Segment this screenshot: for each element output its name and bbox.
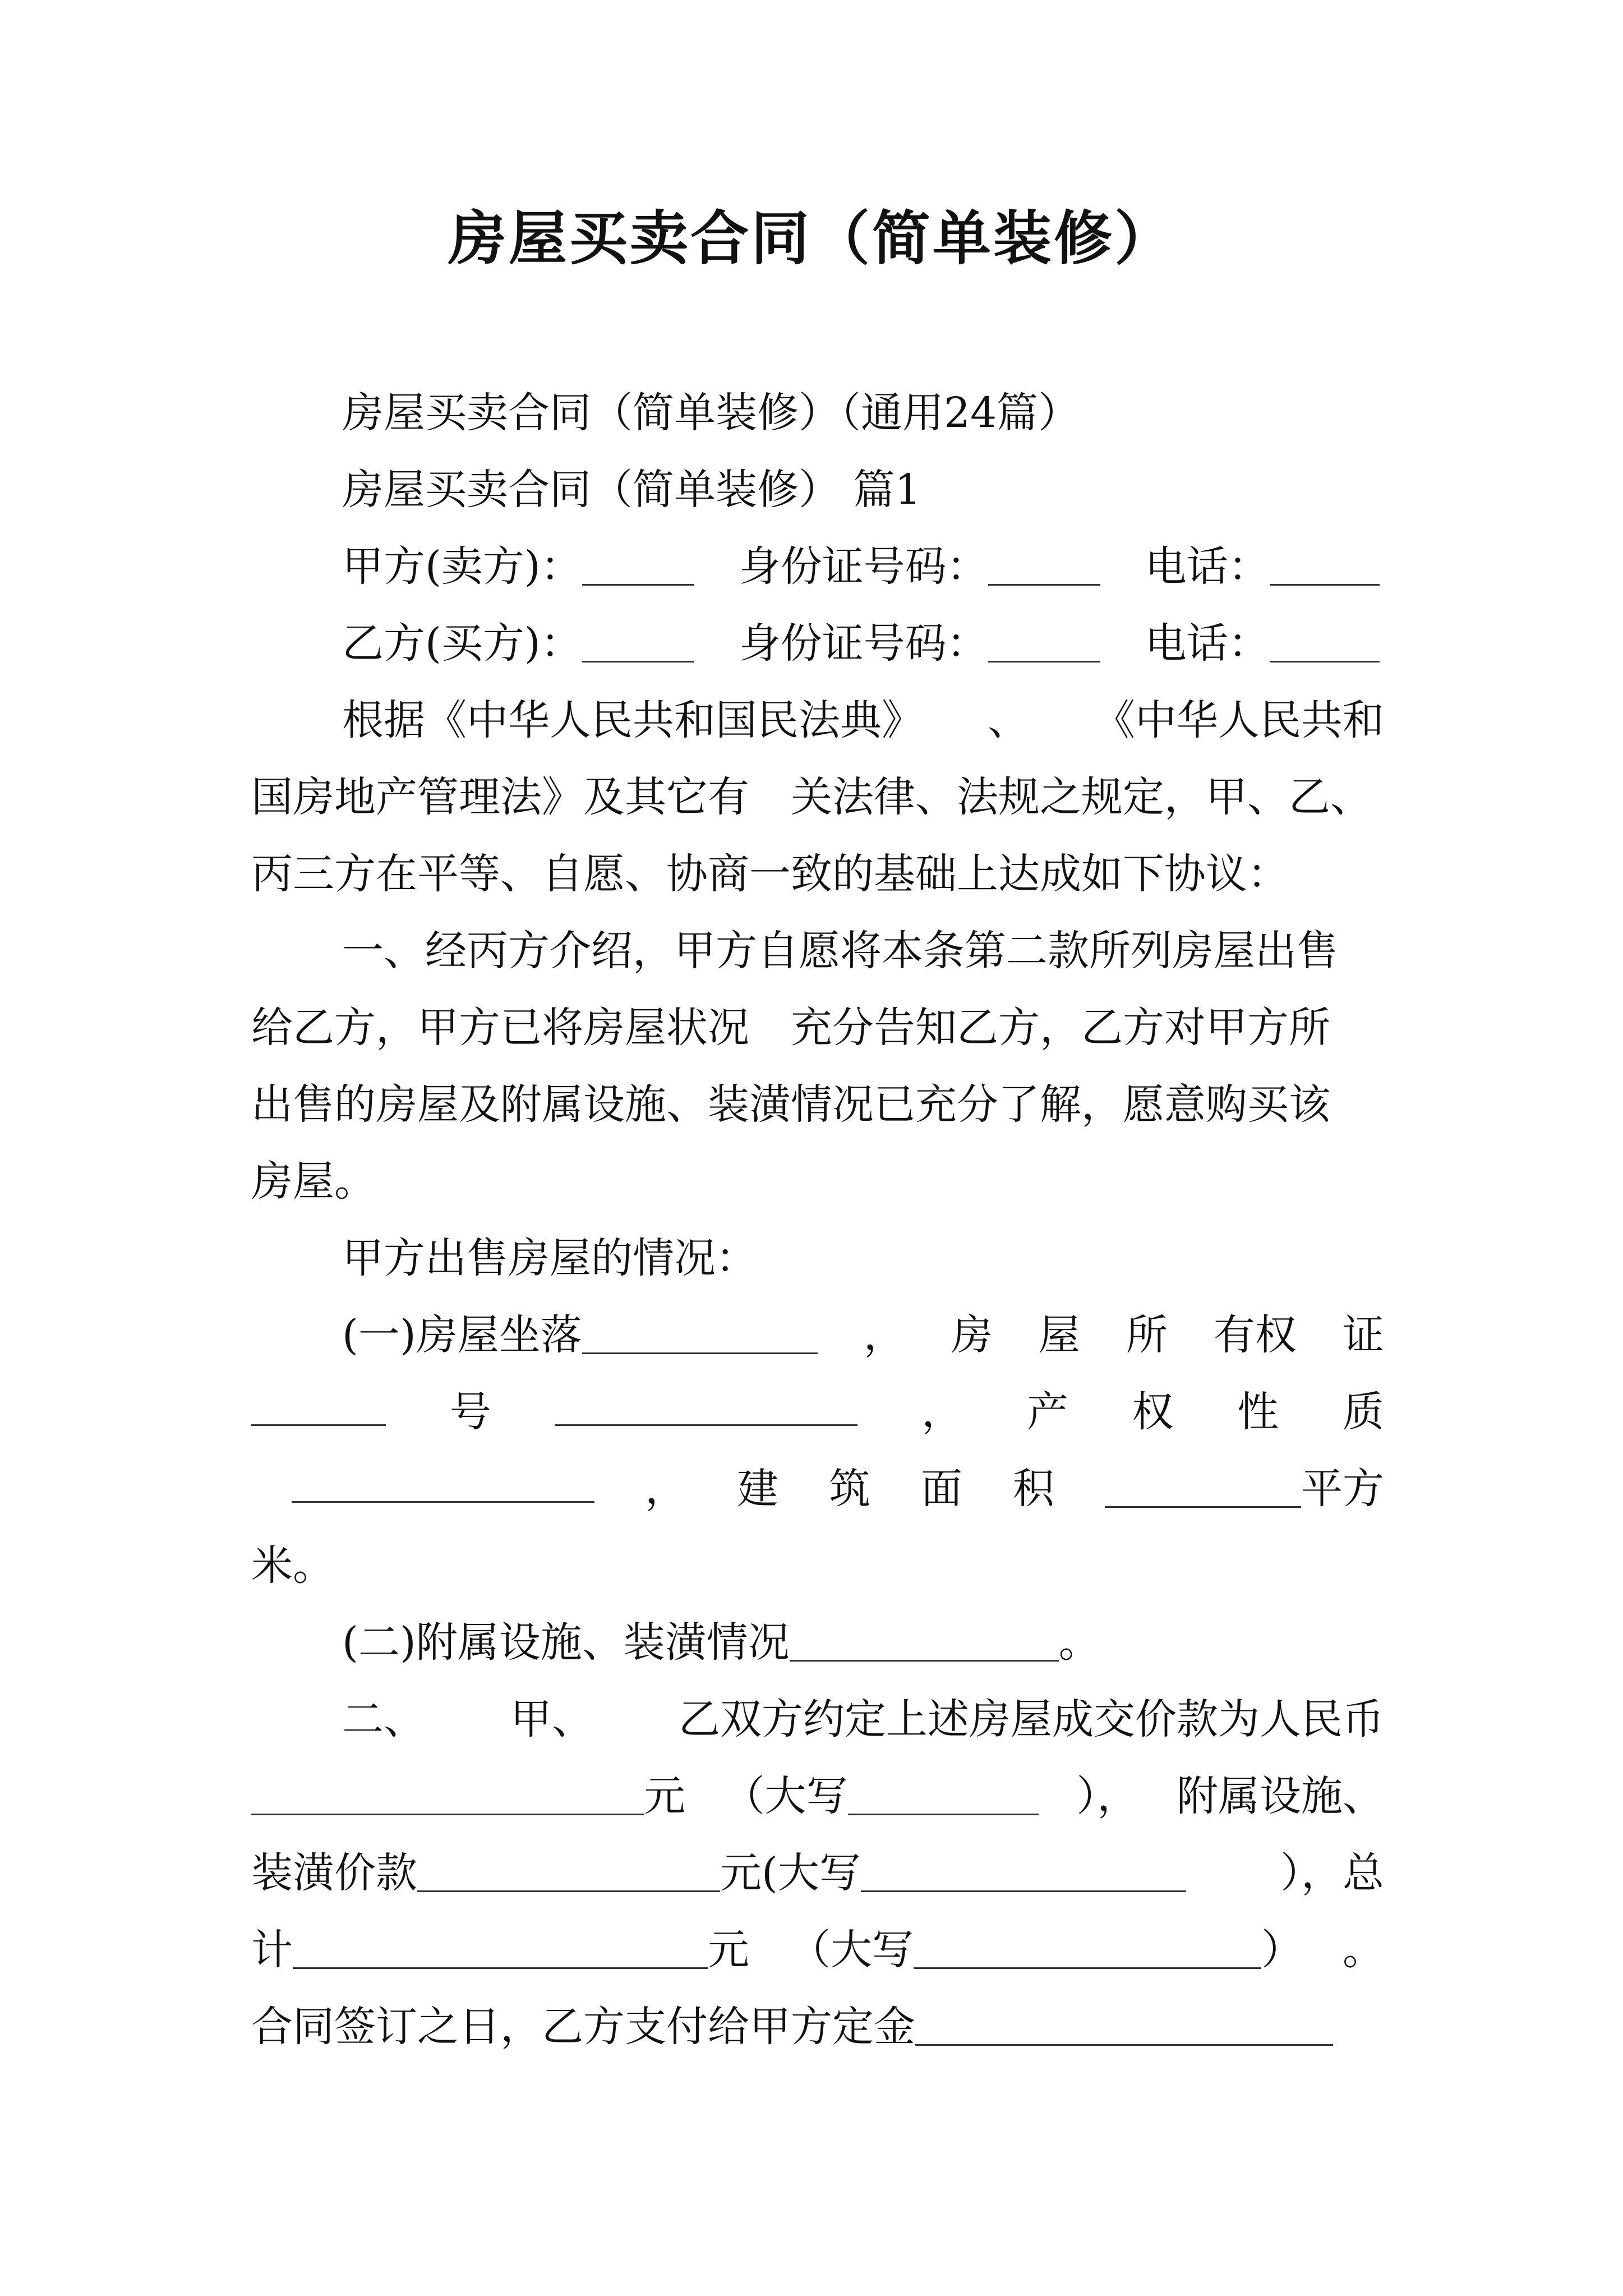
- item1-text: 筑: [829, 1465, 870, 1513]
- item1-line: 米。: [251, 1542, 334, 1590]
- certificate-blank[interactable]: [555, 1385, 857, 1426]
- deposit-blank[interactable]: [915, 2005, 1333, 2046]
- item1-text: 权: [1132, 1388, 1174, 1436]
- item1-text: 屋: [1038, 1311, 1080, 1359]
- clause2-text: 附属设施、: [1176, 1772, 1384, 1820]
- clause2-text: 。: [1343, 1926, 1384, 1974]
- party-b-phone-blank[interactable]: [1270, 622, 1380, 662]
- item1-text: ，: [921, 1388, 963, 1436]
- decoration-price-blank[interactable]: [417, 1851, 720, 1892]
- facilities-blank[interactable]: [790, 1621, 1059, 1662]
- party-a-id-blank[interactable]: [988, 545, 1100, 586]
- item1-text: 房: [951, 1311, 993, 1359]
- clause2-line: [251, 1834, 1384, 1912]
- clause2-text: （大写: [723, 1772, 848, 1820]
- item1-text: ，: [863, 1311, 905, 1359]
- item2-text: (二)附属设施、装潢情况: [342, 1618, 790, 1667]
- party-a-name-blank[interactable]: [582, 545, 694, 586]
- clause2-text: ）: [1261, 1926, 1303, 1974]
- total-blank[interactable]: [293, 1928, 708, 1969]
- total-capital-blank[interactable]: [914, 1928, 1261, 1969]
- item2-text: 。: [1058, 1618, 1100, 1667]
- item1-text: 产: [1026, 1388, 1068, 1436]
- intro-line: 国房地产管理法》及其它有 关法律、法规之规定，甲、乙、: [251, 773, 1372, 821]
- clause2-text: （大写: [789, 1926, 914, 1974]
- clause2-text: 元: [644, 1772, 685, 1820]
- item1-text: 面: [921, 1465, 962, 1513]
- party-b-row: [342, 604, 1384, 683]
- intro-line: [342, 681, 1384, 760]
- item1-line: [342, 1296, 1384, 1374]
- item1-text: 有权: [1213, 1311, 1297, 1359]
- clause2-text: 计: [251, 1926, 293, 1974]
- party-a-id-label: 身份证号码：: [739, 542, 988, 591]
- item1-text: 证: [1342, 1311, 1384, 1359]
- clause1-line: 一、经丙方介绍，甲方自愿将本条第二款所列房屋出售: [342, 927, 1338, 975]
- clause2-text: 二、: [342, 1695, 425, 1743]
- clause2-line: [251, 1757, 1384, 1835]
- party-b-id-blank[interactable]: [988, 622, 1100, 662]
- item1-text: 积: [1013, 1465, 1054, 1513]
- party-b-phone-label: 电话：: [1145, 619, 1270, 668]
- intro-text: 《中华人民共和: [1094, 696, 1384, 744]
- item1-text: 建: [737, 1465, 778, 1513]
- clause2-text: 乙双方约定上述房屋成交价款为人民币: [679, 1695, 1384, 1743]
- clause2-line: [251, 1987, 1384, 2066]
- clause2-text: 元(大写: [720, 1849, 861, 1897]
- clause2-text: ），: [1076, 1772, 1139, 1820]
- clause2-text: ），总: [1280, 1849, 1384, 1897]
- certificate-number-blank[interactable]: [251, 1385, 386, 1426]
- document-subtitle: 房屋买卖合同（简单装修）（通用24篇）: [342, 389, 1080, 437]
- item1-text: (一)房屋坐落: [342, 1311, 582, 1359]
- party-a-phone-label: 电话：: [1145, 542, 1270, 591]
- clause2-text: 甲、: [510, 1695, 593, 1743]
- item1-text: 性: [1237, 1388, 1279, 1436]
- item1-line: [292, 1450, 1384, 1528]
- clause2-line: [342, 1680, 1384, 1759]
- clause2-text: 元: [708, 1926, 749, 1974]
- document-title: 房屋买卖合同（简单装修）: [448, 204, 1175, 273]
- party-b-id-label: 身份证号码：: [739, 619, 988, 668]
- intro-line: 丙三方在平等、自愿、协商一致的基础上达成如下协议：: [251, 850, 1289, 898]
- item1-text: 质: [1342, 1388, 1384, 1436]
- clause2-text: 合同签订之日，乙方支付给甲方定金: [251, 2003, 915, 2051]
- decoration-capital-blank[interactable]: [861, 1851, 1186, 1892]
- price-capital-blank[interactable]: [848, 1774, 1039, 1815]
- party-b-name-blank[interactable]: [582, 622, 694, 662]
- clause1-line: 出售的房屋及附属设施、装潢情况已充分了解，愿意购买该: [251, 1080, 1330, 1129]
- house-intro: 甲方出售房屋的情况：: [342, 1234, 757, 1282]
- party-a-phone-blank[interactable]: [1270, 545, 1380, 586]
- clause1-line: 给乙方，甲方已将房屋状况 充分告知乙方，乙方对甲方所: [251, 1004, 1330, 1052]
- item1-text: 平方: [1301, 1465, 1384, 1513]
- intro-text: 、: [988, 696, 1029, 744]
- clause2-line: [251, 1911, 1384, 1989]
- item2-line: [342, 1603, 1384, 1682]
- clause1-line: 房屋。: [251, 1157, 376, 1205]
- property-nature-blank[interactable]: [292, 1462, 594, 1503]
- party-a-label: 甲方(卖方)：: [342, 542, 582, 591]
- price-blank[interactable]: [251, 1774, 644, 1815]
- party-a-row: [342, 527, 1384, 606]
- item1-text: ，: [645, 1465, 686, 1513]
- party-b-label: 乙方(买方)：: [342, 619, 582, 668]
- section-title: 房屋买卖合同（简单装修） 篇1: [342, 466, 921, 514]
- area-blank[interactable]: [1105, 1467, 1301, 1508]
- clause2-text: 装潢价款: [251, 1849, 417, 1897]
- item1-line: [251, 1373, 1384, 1451]
- intro-text: 根据《中华人民共和国民法典》: [342, 696, 923, 744]
- item1-text: 号: [449, 1388, 491, 1436]
- item1-text: 所: [1126, 1311, 1168, 1359]
- location-blank[interactable]: [582, 1313, 818, 1354]
